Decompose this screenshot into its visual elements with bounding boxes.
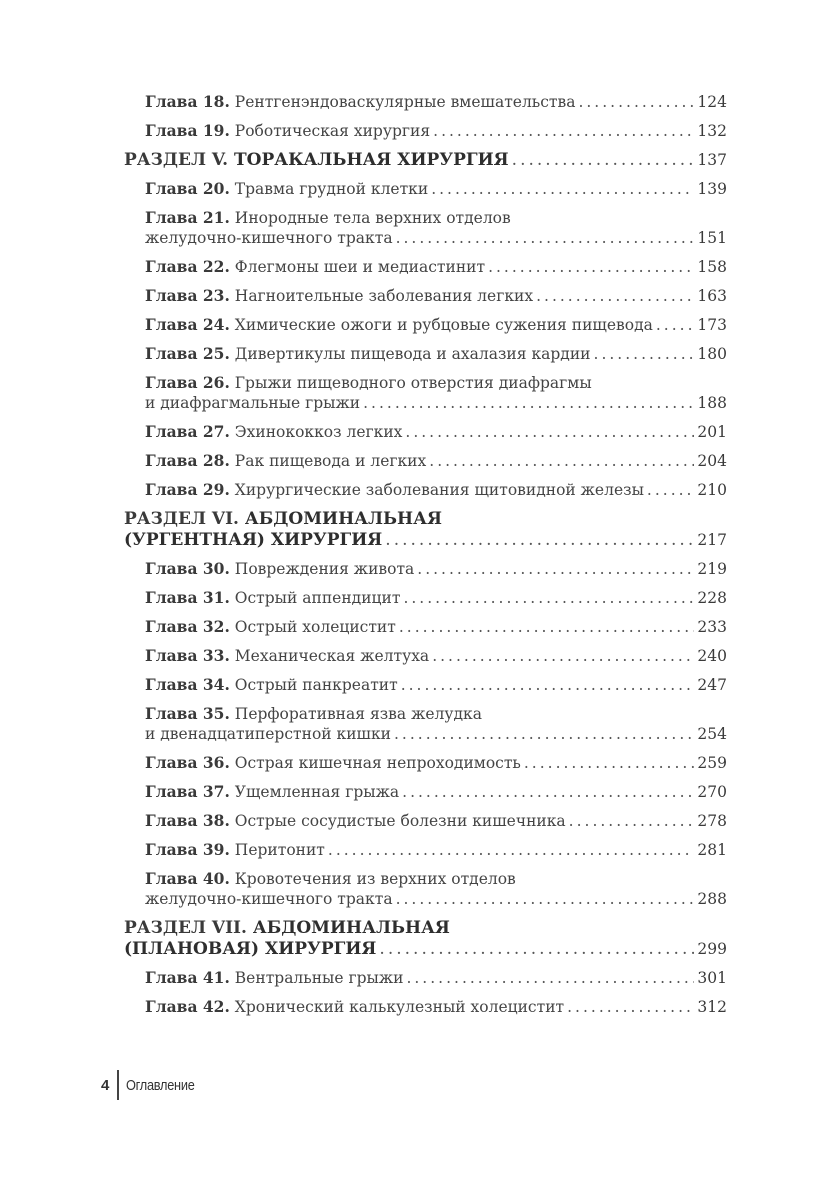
toc-entry-line (145, 782, 727, 802)
toc-entry-line (145, 179, 727, 199)
toc-entry-label: Глава 20. (145, 179, 230, 198)
toc-page-number: 201 (697, 423, 727, 441)
toc-chapter-entry[interactable] (124, 869, 727, 909)
toc-entry-label: Глава 35. (145, 704, 230, 723)
toc-entry-title: Эхинококкоз легких (234, 423, 403, 441)
toc-entry-line (124, 939, 727, 960)
toc-entry-title: Ущемленная грыжа (234, 783, 400, 801)
toc-page-number: 254 (697, 725, 727, 743)
toc-entry-title: Инородные тела верхних отделов (234, 209, 511, 227)
toc-entry-line (145, 480, 727, 500)
dot-leader (403, 588, 694, 608)
toc-chapter-entry[interactable] (124, 840, 727, 860)
toc-page-number: 219 (697, 560, 727, 578)
toc-page-number: 132 (697, 122, 727, 140)
toc-page-number: 240 (697, 647, 727, 665)
toc-entry-title: Острый панкреатит (234, 676, 398, 694)
toc-chapter-entry[interactable] (124, 179, 727, 199)
toc-entry-line (145, 92, 727, 112)
toc-entry-title: Перитонит (234, 841, 325, 859)
toc-entry-label: Глава 31. (145, 588, 230, 607)
toc-chapter-entry[interactable] (124, 559, 727, 579)
toc-entry-title: Рентгенэндоваскулярные вмешательства (234, 93, 576, 111)
dot-leader (569, 811, 695, 831)
toc-entry-line (145, 997, 727, 1017)
toc-entry-title: Флегмоны шеи и медиастинит (234, 258, 486, 276)
toc-chapter-entry[interactable] (124, 344, 727, 364)
toc-entry-label: Глава 25. (145, 344, 230, 363)
toc-page-number: 270 (697, 783, 727, 801)
toc-entry-title: Кровотечения из верхних отделов (234, 870, 516, 888)
toc-page-number: 299 (697, 940, 727, 958)
toc-entry-label: Глава 37. (145, 782, 230, 801)
toc-entry-title: Острые сосудистые болезни кишечника (234, 812, 566, 830)
toc-entry-label: Глава 38. (145, 811, 230, 830)
toc-entry-line (124, 150, 727, 171)
toc-entry-line (145, 344, 727, 364)
toc-entry-label: Глава 32. (145, 617, 230, 636)
dot-leader (594, 344, 695, 364)
toc-page-number: 228 (697, 589, 727, 607)
toc-page-number: 259 (697, 754, 727, 772)
dot-leader (536, 286, 694, 306)
dot-leader (363, 393, 694, 413)
toc-entry-line (145, 228, 727, 248)
toc-entry-label: Глава 22. (145, 257, 230, 276)
toc-entry-line (145, 393, 727, 413)
toc-entry-label: Глава 19. (145, 121, 230, 140)
toc-entry-label: Глава 42. (145, 997, 230, 1016)
dot-leader (432, 646, 694, 666)
toc-entry-label: РАЗДЕЛ VII. (124, 918, 247, 938)
toc-entry-line (124, 509, 727, 530)
dot-leader (379, 939, 694, 960)
toc-entry-line (124, 530, 727, 551)
toc-entry-line (145, 121, 727, 141)
toc-page-number: 204 (697, 452, 727, 470)
toc-entry-title: (УРГЕНТНАЯ) ХИРУРГИЯ (124, 530, 383, 550)
toc-entry-label: Глава 34. (145, 675, 230, 694)
toc-entry-title: Перфоративная язва желудка (234, 705, 482, 723)
toc-section-entry[interactable] (124, 150, 727, 171)
toc-entry-line (145, 559, 727, 579)
toc-page-number: 137 (697, 151, 727, 169)
toc-page-number: 151 (697, 229, 727, 247)
toc-chapter-entry[interactable] (124, 811, 727, 831)
dot-leader (417, 559, 694, 579)
toc-entry-line (145, 257, 727, 277)
dot-leader (328, 840, 695, 860)
toc-entry-line (145, 869, 727, 889)
toc-entry-title: ТОРАКАЛЬНАЯ ХИРУРГИЯ (233, 150, 509, 170)
toc-chapter-entry[interactable] (124, 646, 727, 666)
toc-entry-label: Глава 26. (145, 373, 230, 392)
toc-chapter-entry[interactable] (124, 208, 727, 248)
toc-entry-label: Глава 41. (145, 968, 230, 987)
toc-chapter-entry[interactable] (124, 782, 727, 802)
toc-entry-line (145, 373, 727, 393)
dot-leader (401, 675, 695, 695)
toc-page-number: 158 (697, 258, 727, 276)
toc-chapter-entry[interactable] (124, 704, 727, 744)
dot-leader (399, 617, 695, 637)
toc-entry-title: Травма грудной клетки (234, 180, 429, 198)
toc-chapter-entry[interactable] (124, 617, 727, 637)
dot-leader (429, 451, 694, 471)
toc-entry-label: Глава 30. (145, 559, 230, 578)
toc-page-number: 233 (697, 618, 727, 636)
toc-chapter-entry[interactable] (124, 257, 727, 277)
toc-section-entry[interactable] (124, 509, 727, 551)
dot-leader (396, 889, 695, 909)
toc-entry-label: Глава 33. (145, 646, 230, 665)
toc-entry-line (145, 724, 727, 744)
toc-chapter-entry[interactable] (124, 286, 727, 306)
toc-entry-label: РАЗДЕЛ VI. (124, 509, 239, 529)
toc-entry-line (145, 753, 727, 773)
toc-entry-line (145, 889, 727, 909)
toc-entry-line (145, 422, 727, 442)
dot-leader (385, 530, 694, 551)
toc-entry-title: Острый холецистит (234, 618, 396, 636)
toc-page-number: 180 (697, 345, 727, 363)
dot-leader (431, 179, 694, 199)
toc-entry-label: Глава 39. (145, 840, 230, 859)
toc-entry-title: и диафрагмальные грыжи (145, 394, 361, 412)
dot-leader (656, 315, 695, 335)
toc-chapter-entry[interactable] (124, 968, 727, 988)
toc-page-number: 312 (697, 998, 727, 1016)
toc-chapter-entry[interactable] (124, 373, 727, 413)
toc-entry-line (145, 704, 727, 724)
toc-entry-line (145, 588, 727, 608)
toc-page-number: 301 (697, 969, 727, 987)
toc-chapter-entry[interactable] (124, 675, 727, 695)
toc-chapter-entry[interactable] (124, 997, 727, 1017)
dot-leader (647, 480, 694, 500)
toc-entry-label: Глава 24. (145, 315, 230, 334)
toc-chapter-entry[interactable] (124, 422, 727, 442)
toc-entry-label: Глава 21. (145, 208, 230, 227)
toc-page-number: 217 (697, 531, 727, 549)
toc-entry-label: Глава 29. (145, 480, 230, 499)
toc-chapter-entry[interactable] (124, 92, 727, 112)
dot-leader (567, 997, 694, 1017)
toc-entry-title: Острая кишечная непроходимость (234, 754, 521, 772)
toc-page-number: 278 (697, 812, 727, 830)
dot-leader (578, 92, 694, 112)
toc-entry-line (145, 675, 727, 695)
toc-page-number: 124 (697, 93, 727, 111)
toc-entry-label: РАЗДЕЛ V. (124, 150, 229, 170)
toc-entry-title: АБДОМИНАЛЬНАЯ (252, 918, 450, 938)
table-of-contents (124, 92, 727, 1026)
toc-entry-line (145, 286, 727, 306)
dot-leader (394, 724, 694, 744)
toc-page-number: 163 (697, 287, 727, 305)
toc-entry-title: Механическая желтуха (234, 647, 430, 665)
dot-leader (406, 968, 694, 988)
toc-entry-title: Роботическая хирургия (234, 122, 431, 140)
dot-leader (524, 753, 695, 773)
toc-entry-line (145, 811, 727, 831)
toc-entry-line (145, 617, 727, 637)
toc-entry-title: Дивертикулы пищевода и ахалазия кардии (234, 345, 591, 363)
toc-entry-title: Вентральные грыжи (234, 969, 404, 987)
toc-entry-title: и двенадцатиперстной кишки (145, 725, 391, 743)
dot-leader (433, 121, 694, 141)
dot-leader (405, 422, 694, 442)
page-footer (101, 1070, 207, 1100)
dot-leader (512, 150, 695, 171)
toc-entry-line (145, 315, 727, 335)
toc-entry-line (145, 646, 727, 666)
toc-entry-title: Грыжи пищеводного отверстия диафрагмы (234, 374, 592, 392)
toc-entry-title: Химические ожоги и рубцовые сужения пищевода (234, 316, 653, 334)
toc-entry-label: Глава 36. (145, 753, 230, 772)
toc-entry-title: АБДОМИНАЛЬНАЯ (244, 509, 442, 529)
toc-entry-title: Острый аппендицит (234, 589, 401, 607)
toc-entry-title: Хронический калькулезный холецистит (234, 998, 565, 1016)
toc-chapter-entry[interactable] (124, 121, 727, 141)
toc-section-entry[interactable] (124, 918, 727, 960)
toc-chapter-entry[interactable] (124, 588, 727, 608)
toc-chapter-entry[interactable] (124, 753, 727, 773)
toc-entry-title: Нагноительные заболевания легких (234, 287, 534, 305)
dot-leader (396, 228, 695, 248)
toc-entry-line (145, 208, 727, 228)
toc-page-number: 247 (697, 676, 727, 694)
toc-entry-title: Повреждения живота (234, 560, 415, 578)
toc-chapter-entry[interactable] (124, 315, 727, 335)
toc-page-number: 288 (697, 890, 727, 908)
toc-entry-label: Глава 28. (145, 451, 230, 470)
toc-entry-line (124, 918, 727, 939)
toc-page-number: 188 (697, 394, 727, 412)
toc-entry-title: желудочно-кишечного тракта (145, 890, 393, 908)
page-number: 4 (101, 1076, 110, 1094)
toc-chapter-entry[interactable] (124, 480, 727, 500)
toc-entry-line (145, 840, 727, 860)
footer-divider (117, 1070, 119, 1100)
toc-chapter-entry[interactable] (124, 451, 727, 471)
toc-entry-label: Глава 18. (145, 92, 230, 111)
dot-leader (402, 782, 694, 802)
toc-entry-line (145, 451, 727, 471)
toc-page-number: 139 (697, 180, 727, 198)
toc-entry-title: (ПЛАНОВАЯ) ХИРУРГИЯ (124, 939, 377, 959)
running-title: Оглавление (126, 1076, 195, 1094)
toc-entry-title: Хирургические заболевания щитовидной железы (234, 481, 644, 499)
toc-entry-title: Рак пищевода и легких (234, 452, 427, 470)
toc-entry-title: желудочно-кишечного тракта (145, 229, 393, 247)
dot-leader (488, 257, 694, 277)
toc-entry-label: Глава 27. (145, 422, 230, 441)
toc-entry-line (145, 968, 727, 988)
toc-page-number: 210 (697, 481, 727, 499)
toc-page-number: 173 (697, 316, 727, 334)
toc-entry-label: Глава 23. (145, 286, 230, 305)
toc-entry-label: Глава 40. (145, 869, 230, 888)
toc-page-number: 281 (697, 841, 727, 859)
